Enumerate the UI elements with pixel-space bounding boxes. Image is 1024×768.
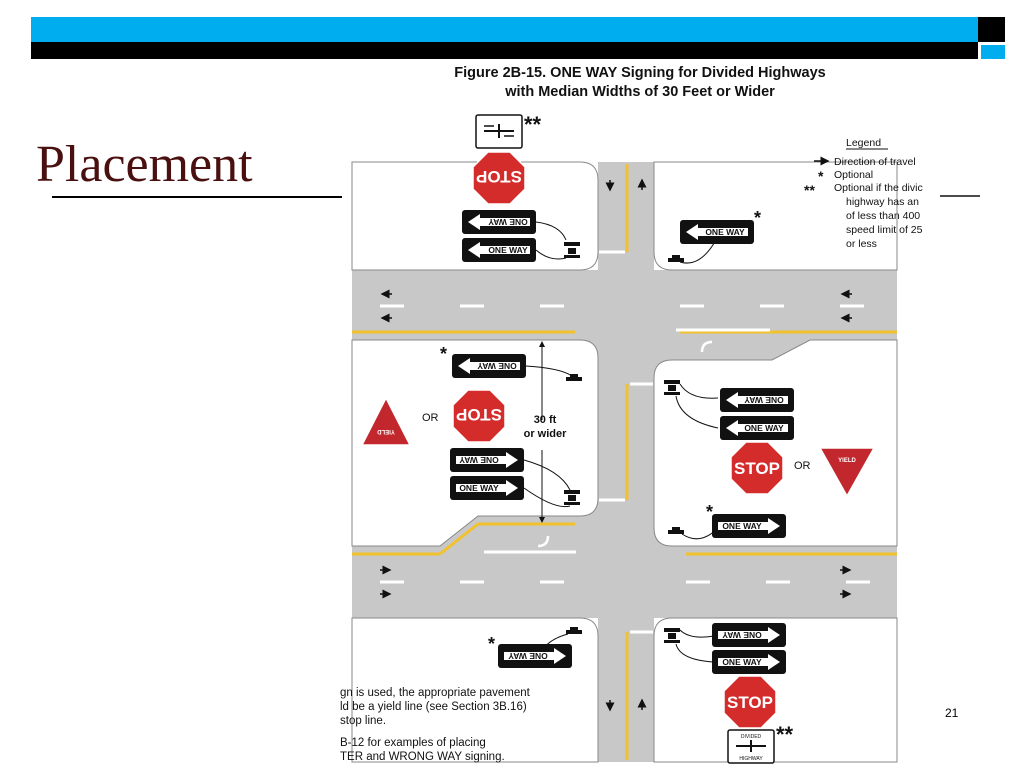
legend-cont-2: of less than 400 xyxy=(846,210,921,222)
stop-sign-right-label: STOP xyxy=(734,459,780,478)
yield-sign-left-label: YIELD xyxy=(377,428,395,434)
legend-cont-4: or less xyxy=(846,238,877,250)
one-way-sign-12 xyxy=(712,650,786,674)
one-way-sign-4 xyxy=(452,354,526,378)
legend-cont-1: highway has an xyxy=(846,196,919,208)
stop-sign-bottom xyxy=(724,676,776,728)
legend-heading: Legend xyxy=(846,137,882,149)
one-way-sign-5-label: ONE WAY xyxy=(744,395,784,405)
one-way-sign-2 xyxy=(462,238,536,262)
dimension-label-2: or wider xyxy=(523,428,567,440)
figure-title-line1: Figure 2B-15. ONE WAY Signing for Divided Highways xyxy=(454,65,826,81)
note-line-3: stop line. xyxy=(340,715,387,727)
stop-sign-left xyxy=(453,390,505,442)
one-way-sign-4-label: ONE WAY xyxy=(477,361,517,371)
one-way-sign-8 xyxy=(450,476,524,500)
one-way-sign-9-label: ONE WAY xyxy=(722,521,762,531)
one-way-sign-6-label: ONE WAY xyxy=(744,423,784,433)
note-line-2: ld be a yield line (see Section 3B.16) xyxy=(340,701,527,713)
one-way-sign-3-label: ONE WAY xyxy=(705,227,745,237)
one-way-sign-1-label: ONE WAY xyxy=(488,217,528,227)
legend-item-2: Optional xyxy=(834,169,874,181)
star-sign-9: * xyxy=(706,502,714,522)
note-line-5: TER and WRONG WAY signing. xyxy=(340,751,505,763)
legend-item-1: Direction of travel xyxy=(834,156,916,168)
star-sign-10: * xyxy=(488,634,496,654)
one-way-sign-9 xyxy=(712,514,786,538)
legend-item-3: Optional if the divic xyxy=(834,182,923,194)
one-way-sign-12-label: ONE WAY xyxy=(722,657,762,667)
one-way-sign-8-label: ONE WAY xyxy=(459,483,499,493)
star-sign-4: * xyxy=(440,344,448,364)
stop-sign-bottom-label: STOP xyxy=(727,693,773,712)
highway-label-bottom: HIGHWAY xyxy=(739,756,763,762)
figure-title-line2: with Median Widths of 30 Feet or Wider xyxy=(505,84,775,100)
stop-sign-right xyxy=(731,442,783,494)
legend-star-2: ** xyxy=(804,182,815,198)
divided-label-bottom: DIVIDED xyxy=(740,734,762,740)
legend-star-1: * xyxy=(818,168,824,184)
one-way-sign-5 xyxy=(720,388,794,412)
one-way-sign-3 xyxy=(680,220,754,244)
yield-sign-right-label: YIELD xyxy=(838,458,856,464)
stop-sign-top-label: STOP xyxy=(476,167,522,186)
or-label-left: OR xyxy=(422,412,439,424)
page-number: 21 xyxy=(945,706,959,720)
note-line-1: gn is used, the appropriate pavement xyxy=(340,687,530,699)
stop-sign-top xyxy=(473,152,525,204)
double-star-bottom: ** xyxy=(776,722,794,747)
one-way-sign-7 xyxy=(450,448,524,472)
one-way-sign-10 xyxy=(498,644,572,668)
slide-title: Placement xyxy=(36,136,253,193)
double-star-top: ** xyxy=(524,112,542,137)
note-line-4: B-12 for examples of placing xyxy=(340,737,486,749)
one-way-sign-11-label: ONE WAY xyxy=(722,630,762,640)
stop-sign-left-label: STOP xyxy=(456,405,502,424)
one-way-sign-7-label: ONE WAY xyxy=(459,455,499,465)
one-way-sign-10-label: ONE WAY xyxy=(508,651,548,661)
one-way-sign-11 xyxy=(712,623,786,647)
one-way-sign-1 xyxy=(462,210,536,234)
divided-highway-sign-bottom xyxy=(728,730,774,763)
dimension-label-1: 30 ft xyxy=(533,414,557,426)
or-label-right: OR xyxy=(794,460,811,472)
star-sign-3: * xyxy=(754,208,762,228)
divided-highway-sign-top xyxy=(476,115,522,148)
one-way-sign-2-label: ONE WAY xyxy=(488,245,528,255)
one-way-sign-6 xyxy=(720,416,794,440)
legend-cont-3: speed limit of 25 xyxy=(846,224,923,236)
